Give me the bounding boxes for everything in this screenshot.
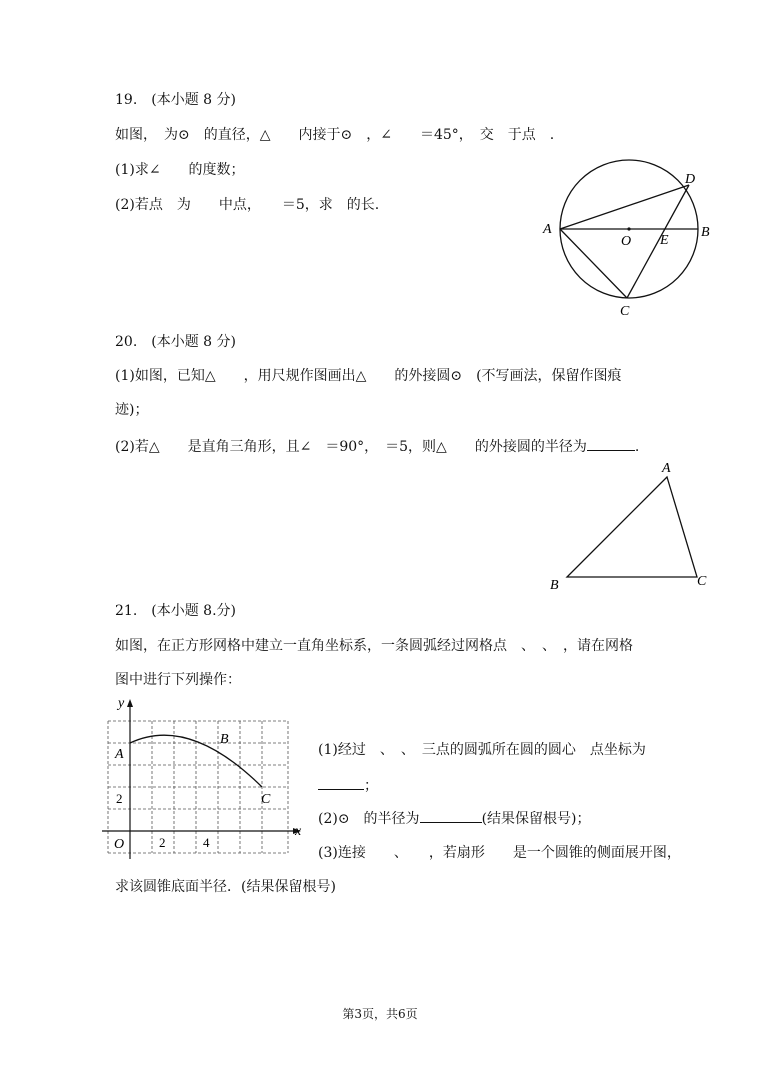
q19-circle-figure <box>535 155 725 325</box>
q19-part1: (1)求∠ 的度数； <box>115 162 245 178</box>
center-dot <box>627 227 630 230</box>
tick-x-2: 2 <box>159 835 166 850</box>
label-o: O <box>621 234 632 249</box>
label-a: A <box>662 461 671 476</box>
q19-part2: (2)若点 为 中点， ＝5，求 的长. <box>115 197 380 213</box>
q20-answer-blank[interactable] <box>587 436 635 451</box>
q21-part3-line1: (3)连接 、 ，若扇形 是一个圆锥的侧面展开图， <box>318 845 681 861</box>
q21-part1-blank[interactable] <box>318 775 364 790</box>
label-o: O <box>114 837 125 852</box>
q21-stem-line1: 如图，在正方形网格中建立一直角坐标系，一条圆弧经过网格点 、 、 ，请在网格 <box>115 638 633 654</box>
q21-part2 <box>318 808 591 829</box>
q20-part1-line2: 迹)； <box>115 402 149 418</box>
q21-part2-blank[interactable] <box>420 808 482 823</box>
q21-stem-line2: 图中进行下列操作： <box>115 672 241 688</box>
label-y: y <box>118 696 125 711</box>
q20-part2-text: (2)若△ 是直角三角形，且∠ ＝90°， ＝5，则△ 的外接圆的半径为 <box>115 439 587 455</box>
chord-ad <box>560 185 689 229</box>
q20-triangle-figure <box>540 455 720 595</box>
q20-part1-line1: (1)如图，已知△ ，用尺规作图画出△ 的外接圆⊙ (不写画法，保留作图痕 <box>115 368 622 384</box>
q21-grid-figure <box>98 693 308 863</box>
q21-header: 21. (本小题 8.分) <box>115 603 236 619</box>
label-d: D <box>685 172 696 187</box>
q21-part1-end: ； <box>364 778 378 794</box>
label-c: C <box>261 792 271 807</box>
q19-header: 19. (本小题 8 分) <box>115 92 236 108</box>
tick-x-4: 4 <box>203 835 210 850</box>
label-b: B <box>701 225 710 240</box>
page-footer: 第3页，共6页 <box>342 1007 418 1021</box>
tick-y-2: 2 <box>116 791 123 806</box>
q21-part2-text: (2)⊙ 的半径为 <box>318 811 420 827</box>
q20-header: 20. (本小题 8 分) <box>115 334 236 350</box>
triangle-abc <box>567 477 697 577</box>
label-b: B <box>550 578 559 593</box>
label-x: x <box>295 824 302 839</box>
label-a: A <box>543 222 552 237</box>
q20-part2-end: . <box>634 439 640 455</box>
q21-part3-line2: 求该圆锥底面半径．(结果保留根号) <box>115 879 336 895</box>
label-e: E <box>660 233 669 248</box>
q19-stem: 如图， 为⊙ 的直径，△ 内接于⊙ ，∠ ＝45°， 交 于点 . <box>115 127 555 143</box>
q20-part2 <box>115 436 639 457</box>
label-c: C <box>620 304 630 319</box>
q21-part2-end: (结果保留根号)； <box>481 811 591 827</box>
chord-cd <box>627 185 689 298</box>
label-b: B <box>220 732 229 747</box>
label-a: A <box>115 747 124 762</box>
q21-part1-line1: (1)经过 、 、 三点的圆弧所在圆的圆心 点坐标为 <box>318 742 646 758</box>
q21-part1-line2 <box>318 775 378 796</box>
y-axis-arrow <box>127 699 133 707</box>
label-c: C <box>697 574 707 589</box>
